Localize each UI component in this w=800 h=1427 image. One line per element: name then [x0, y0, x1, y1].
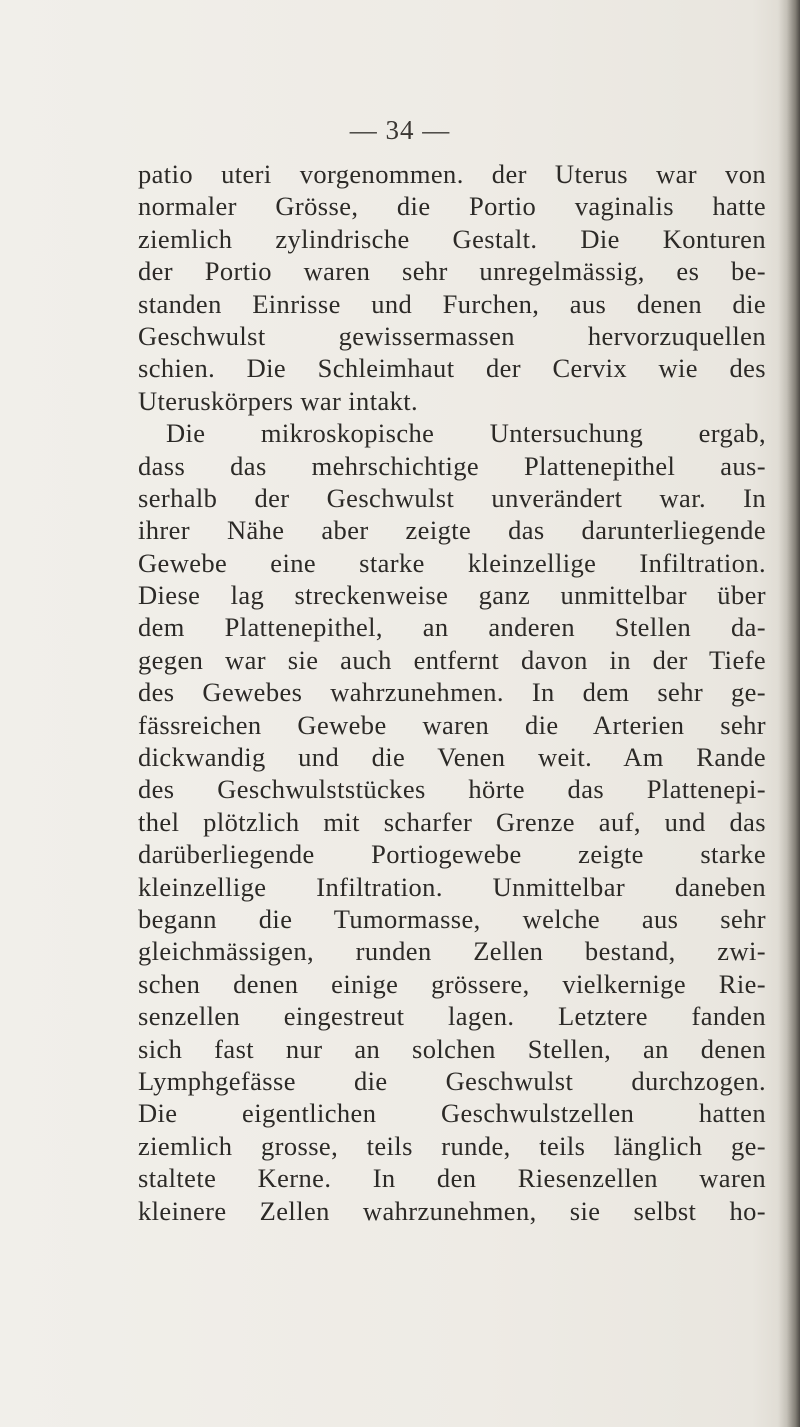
text-line: dass das mehrschichtige Plattenepithel aus-: [138, 450, 766, 481]
text-line: fässreichen Gewebe waren die Arterien sehr: [138, 709, 766, 740]
text-line: Diese lag streckenweise ganz unmittelbar über: [138, 580, 766, 611]
text-line: Die eigentlichen Geschwulstzellen hatten: [138, 1098, 766, 1129]
text-line: des Geschwulststückes hörte das Plattenepi-: [138, 774, 766, 805]
text-line: kleinere Zellen wahrzunehmen, sie selbst ho-: [138, 1195, 766, 1226]
text-line: Lymphgefässe die Geschwulst durchzogen.: [138, 1065, 766, 1096]
text-line: ihrer Nähe aber zeigte das darunterliegende: [138, 515, 766, 546]
text-line: ziemlich zylindrische Gestalt. Die Konturen: [138, 223, 766, 254]
text-line: begann die Tumormasse, welche aus sehr: [138, 903, 766, 934]
text-line: normaler Grösse, die Portio vaginalis hatte: [138, 191, 766, 222]
page-edge-shadow: [778, 0, 800, 1427]
text-line: der Portio waren sehr unregelmässig, es be-: [138, 256, 766, 287]
text-line: schien. Die Schleimhaut der Cervix wie des: [138, 353, 766, 384]
text-line: kleinzellige Infiltration. Unmittelbar daneben: [138, 871, 766, 902]
text-line: gegen war sie auch entfernt davon in der Tiefe: [138, 644, 766, 675]
text-line: staltete Kerne. In den Riesenzellen waren: [138, 1163, 766, 1194]
page-number: — 34 —: [349, 115, 451, 145]
text-line: Gewebe eine starke kleinzellige Infiltration.: [138, 547, 766, 578]
text-line: senzellen eingestreut lagen. Letztere fanden: [138, 1001, 766, 1032]
text-line: dickwandig und die Venen weit. Am Rande: [138, 742, 766, 773]
text-line: Die mikroskopische Untersuchung ergab,: [166, 418, 766, 449]
text-line: Geschwulst gewissermassen hervorzuquellen: [138, 320, 766, 351]
text-line: serhalb der Geschwulst unverändert war. In: [138, 482, 766, 513]
text-line: schen denen einige grössere, vielkernige Rie-: [138, 968, 766, 999]
text-line: standen Einrisse und Furchen, aus denen die: [138, 288, 766, 319]
text-line: darüberliegende Portiogewebe zeigte starke: [138, 839, 766, 870]
text-line: dem Plattenepithel, an anderen Stellen da-: [138, 612, 766, 643]
text-line: ziemlich grosse, teils runde, teils länglich ge-: [138, 1130, 766, 1161]
text-line: patio uteri vorgenommen. der Uterus war von: [138, 159, 766, 189]
text-line: gleichmässigen, runden Zellen bestand, zwi-: [138, 936, 766, 967]
text-line: Uteruskörpers war intakt.: [138, 385, 419, 416]
text-line: thel plötzlich mit scharfer Grenze auf, und das: [138, 806, 766, 837]
body-text: [138, 158, 766, 1227]
text-line: des Gewebes wahrzunehmen. In dem sehr ge-: [138, 677, 766, 708]
text-line: sich fast nur an solchen Stellen, an denen: [138, 1033, 766, 1064]
